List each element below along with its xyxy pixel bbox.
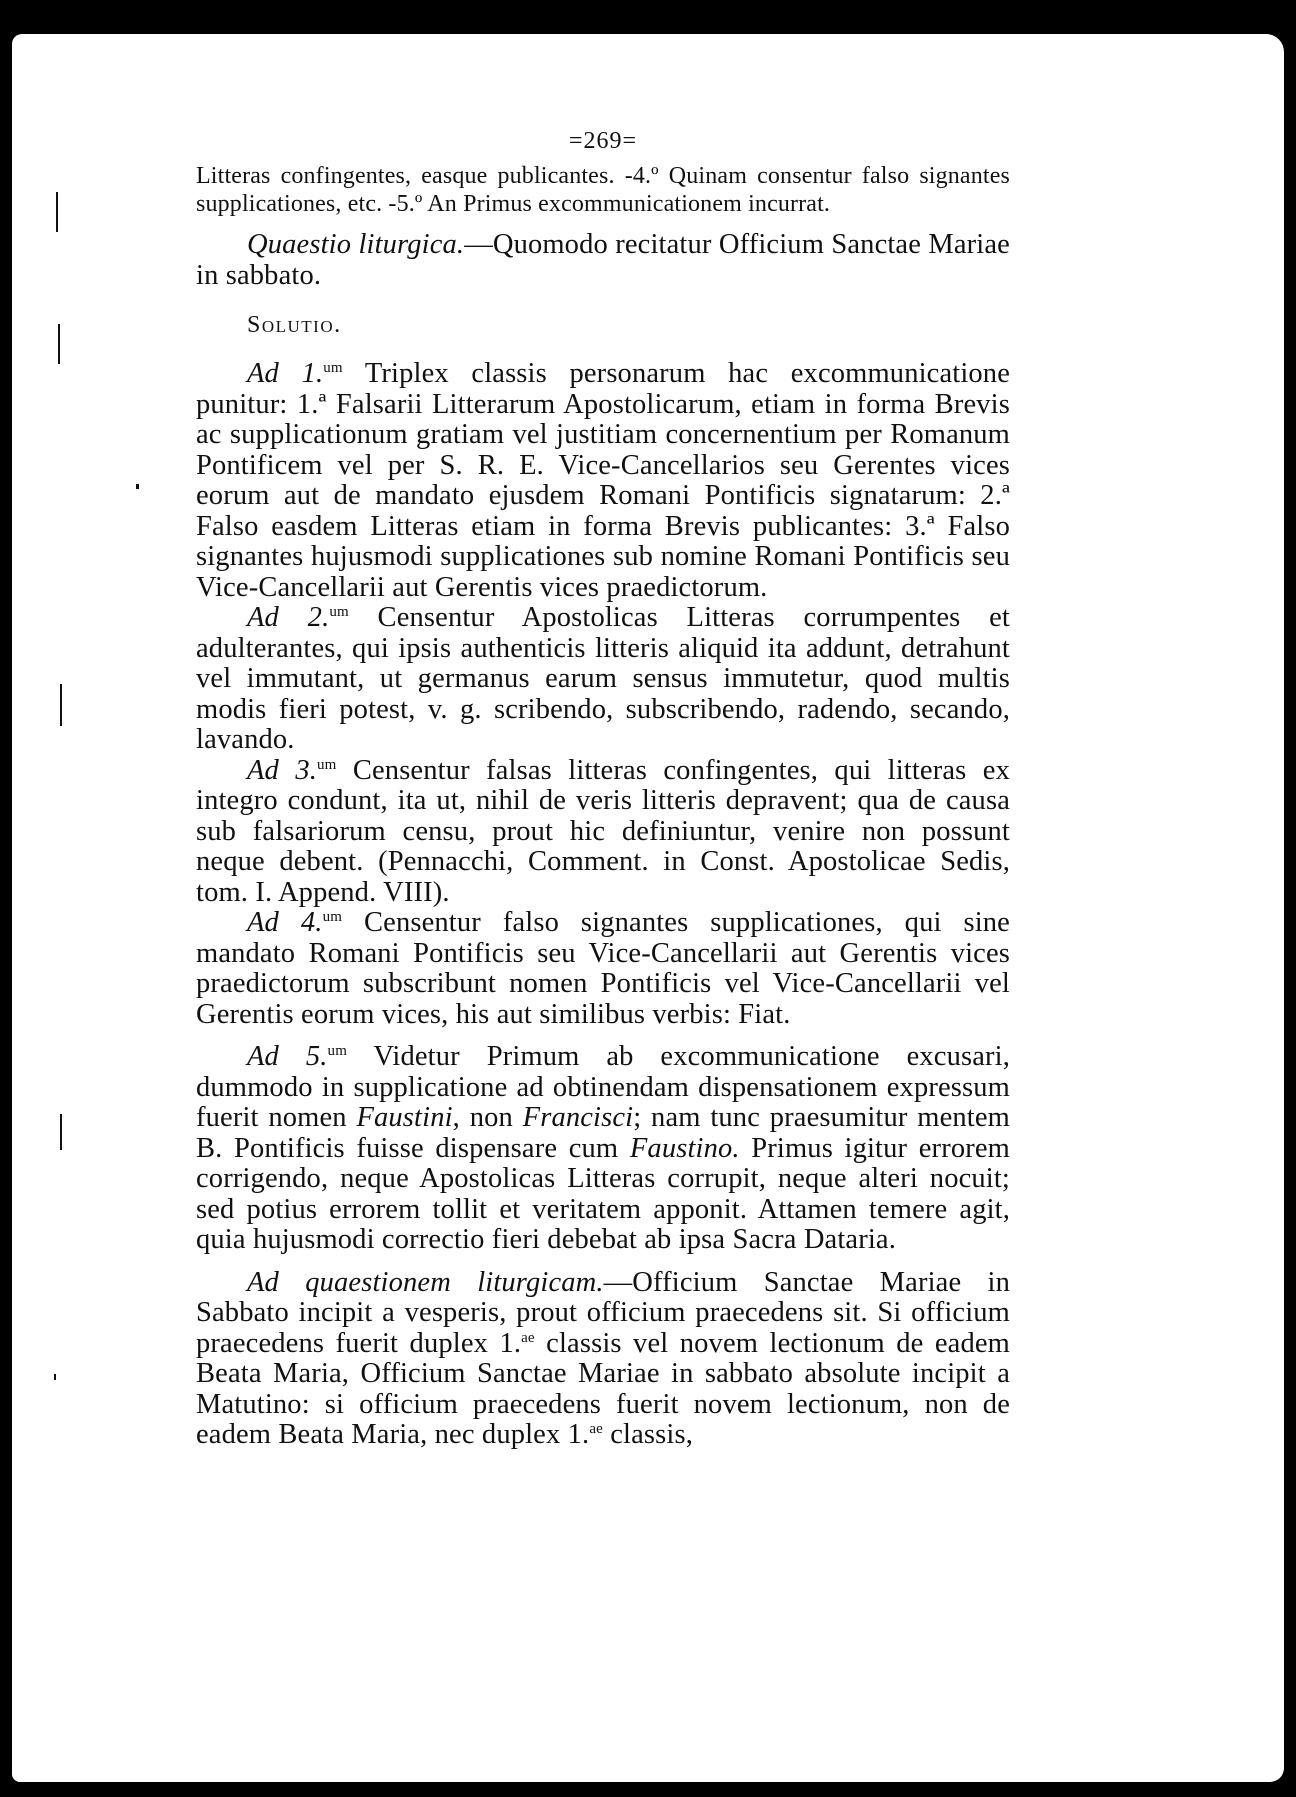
paragraph-answer-2 [196, 603, 1010, 756]
margin-mark-upper [58, 324, 60, 364]
paragraph-questions-continued [196, 162, 1010, 218]
paragraph-text: , non [452, 1102, 523, 1133]
paragraph-text: Censentur Apostolicas Litteras corrumpentes et adulterantes, qui ipsis authenticis litteris aliquid ita addunt, detrahunt vel immutant, ut germanus earum sensus immutetur, quod multis modis fieri potest, v. g. scribendo, subscribendo, radendo, secando, lavando. [196, 602, 1010, 755]
paragraph-lead: Ad 3. [247, 754, 317, 786]
paragraph-text: classis, [602, 1419, 693, 1450]
paragraph-text: ; nam tunc praesumitur mentem B. Pontificis fuisse dispensare cum [196, 1102, 1010, 1164]
paragraph-lead: Ad 4. [247, 907, 323, 938]
paragraph-text: Videtur Primum ab excommunicatione excusari, dummodo in supplicatione ad obtinendam dispensationem expressum fuerit nomen [196, 1041, 1010, 1133]
text-column [196, 126, 1010, 1451]
paragraph-lead: Ad 2. [247, 602, 330, 633]
ordinal-suffix: ae [589, 1421, 603, 1437]
paragraph-liturgical-question [196, 230, 1010, 291]
margin-mark-lower [60, 1114, 62, 1150]
paragraph-answer-4 [196, 908, 1010, 1030]
ordinal-suffix: ae [521, 1329, 535, 1346]
ordinal-suffix: um [322, 909, 343, 925]
margin-mark-top [56, 192, 58, 232]
margin-mark-bottom [54, 1374, 56, 1380]
margin-mark-middle [60, 684, 62, 726]
paragraph-lead: Quaestio liturgica. [247, 229, 465, 260]
paragraph-answer-3 [196, 756, 1010, 909]
ordinal-suffix: um [329, 604, 349, 620]
name-faustini: Faustini [356, 1102, 453, 1133]
paragraph-lead: Ad 5. [247, 1041, 328, 1072]
paragraph-lead: Ad quaestionem liturgicam. [247, 1266, 604, 1298]
paragraph-text: classis vel novem lectionum de eadem Beata Maria, Officium Sanctae Mariae in sabbato absolute incipit a Matutino: si officium praecedens fuerit novem lectionum, non de eadem Beata Maria, nec duplex 1. [196, 1327, 1010, 1450]
paragraph-text: Censentur falso signantes supplicationes, qui sine mandato Romani Pontificis seu Vice-Cancellarii aut Gerentis vices praedictorum subscribunt nomen Pontificis vel Vice-Cancellarii vel Gerentis eorum vices, his aut similibus verbis: Fiat. [196, 907, 1010, 1030]
paragraph-text: —Quomodo recitatur Officium Sanctae Mariae in sabbato. [196, 229, 1010, 291]
paragraph-text: Primus igitur errorem corrigendo, neque Apostolicas Litteras corrupit, neque alteri nocuit; sed potius errorem tollit et veritatem apponit. Attamen temere agit, quia hujusmodi correctio fieri debebat ab ipsa Sacra Dataria. [196, 1132, 1010, 1255]
paragraph-text: Censentur falsas litteras confingentes, qui litteras ex integro condunt, ita ut, nihil de veris litteris depravent; qua de causa sub falsariorum censu, prout hic definiuntur, venire non possunt neque debent. (Pennacchi, Comment. in Const. Apostolicae Sedis, tom. I. Append. VIII). [196, 754, 1010, 908]
margin-mark-dot [136, 484, 139, 489]
ordinal-suffix: um [317, 756, 337, 773]
name-francisci: Francisci [522, 1102, 634, 1133]
page-number: =269= [568, 128, 638, 154]
paragraph-text: Triplex classis personarum hac excommunicatione punitur: 1.ª Falsarii Litterarum Apostolicarum, etiam in forma Brevis ac supplicationum gratiam vel justitiam concernentium per Romanum Pontificem vel per S. R. E. Vice-Cancellarios seu Gerentes vices eorum aut de mandato ejusdem Romani Pontificis signatarum: 2.ª Falso easdem Litteras etiam in forma Brevis publicantes: 3.ª Falso signantes hujusmodi supplicationes sub nomine Romani Pontificis seu Vice-Cancellarii aut Gerentis vices praedictorum. [196, 358, 1010, 603]
name-faustino: Faustino. [629, 1132, 740, 1164]
ordinal-suffix: um [323, 360, 343, 376]
section-heading-solutio: Solutio. [247, 312, 342, 338]
paragraph-answer-5 [196, 1042, 1010, 1256]
paragraph-lead: Ad 1. [247, 358, 324, 389]
paragraph-answer-1 [196, 359, 1010, 603]
ordinal-suffix: um [327, 1043, 348, 1059]
paragraph-answer-liturgical [196, 1268, 1010, 1451]
paragraph-text: —Officium Sanctae Mariae in Sabbato incipit a vesperis, prout officium praecedens sit. Si officium praecedens fuerit duplex 1. [196, 1266, 1010, 1359]
paragraph-text: Litteras confingentes, easque publicantes. -4.º Quinam consentur falso signantes supplicationes, etc. -5.º An Primus excommunicationem incurrat. [196, 163, 1010, 217]
